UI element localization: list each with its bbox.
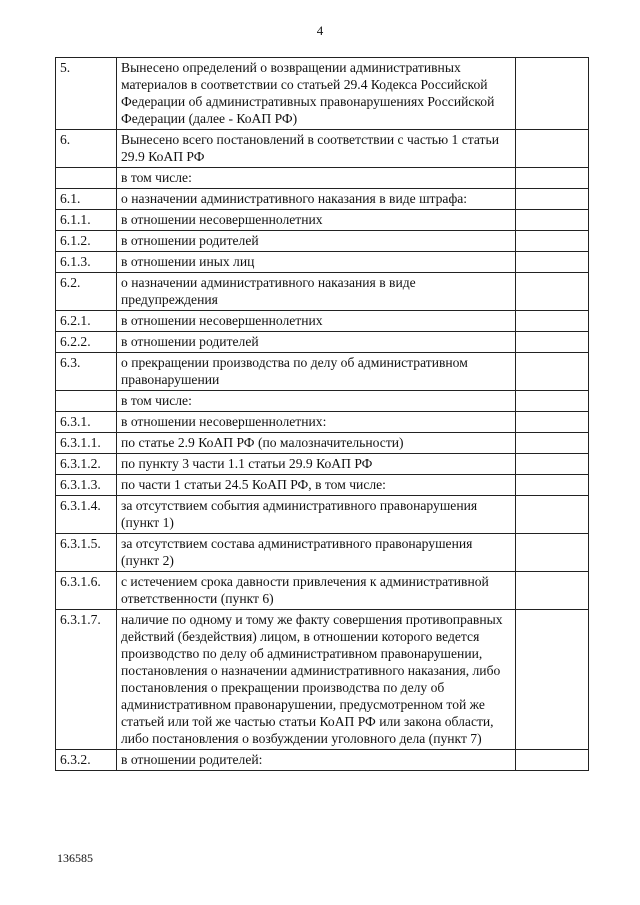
row-number: 6.2. — [56, 273, 117, 311]
row-description: за отсутствием события административного правонарушения (пункт 1) — [117, 496, 516, 534]
row-value-cell — [516, 496, 589, 534]
table-row — [56, 454, 589, 475]
row-value-cell — [516, 210, 589, 231]
row-description: в том числе: — [117, 391, 516, 412]
table-row — [56, 412, 589, 433]
row-number: 6.1. — [56, 189, 117, 210]
row-value-cell — [516, 189, 589, 210]
row-number: 6.2.1. — [56, 311, 117, 332]
row-value-cell — [516, 412, 589, 433]
row-number: 6.3.1.3. — [56, 475, 117, 496]
row-number: 6.3.2. — [56, 750, 117, 771]
row-value-cell — [516, 750, 589, 771]
row-description: по статье 2.9 КоАП РФ (по малозначительности) — [117, 433, 516, 454]
table-row — [56, 391, 589, 412]
row-number — [56, 391, 117, 412]
table-row — [56, 332, 589, 353]
row-number: 6.3. — [56, 353, 117, 391]
row-description: в отношении несовершеннолетних: — [117, 412, 516, 433]
row-value-cell — [516, 433, 589, 454]
row-value-cell — [516, 610, 589, 750]
row-value-cell — [516, 252, 589, 273]
row-description: Вынесено всего постановлений в соответствии с частью 1 статьи 29.9 КоАП РФ — [117, 130, 516, 168]
row-description: в отношении родителей — [117, 231, 516, 252]
row-description: по пункту 3 части 1.1 статьи 29.9 КоАП РФ — [117, 454, 516, 475]
row-value-cell — [516, 58, 589, 130]
row-value-cell — [516, 572, 589, 610]
report-table — [55, 57, 589, 771]
table-row — [56, 252, 589, 273]
row-number: 6.2.2. — [56, 332, 117, 353]
table-row — [56, 311, 589, 332]
row-value-cell — [516, 454, 589, 475]
row-number: 6.1.2. — [56, 231, 117, 252]
row-description: о назначении административного наказания в виде штрафа: — [117, 189, 516, 210]
document-code: 136585 — [57, 851, 93, 865]
row-description: наличие по одному и тому же факту совершения противоправных действий (бездействия) лицом, в отношении которого ведется производство по делу об административном правонарушении, постановления о назначении административного наказания, либо постановления о прекращении производства по делу об административном правонарушении, предусмотренном той же статьей или той же частью статьи КоАП РФ или закона области, либо постановления о возбуждении уголовного дела (пункт 7) — [117, 610, 516, 750]
table-row — [56, 750, 589, 771]
page-number: 4 — [316, 23, 324, 38]
table-row — [56, 496, 589, 534]
row-number: 6.3.1.7. — [56, 610, 117, 750]
row-value-cell — [516, 391, 589, 412]
table-row — [56, 189, 589, 210]
row-description: за отсутствием состава административного правонарушения (пункт 2) — [117, 534, 516, 572]
row-description: в отношении родителей: — [117, 750, 516, 771]
row-number: 6.1.1. — [56, 210, 117, 231]
row-description: о назначении административного наказания в виде предупреждения — [117, 273, 516, 311]
row-description: Вынесено определений о возвращении административных материалов в соответствии со статьей 29.4 Кодекса Российской Федерации об административных правонарушениях Российской Федерации (далее - КоАП РФ) — [117, 58, 516, 130]
row-number: 6.3.1.4. — [56, 496, 117, 534]
row-number: 6.3.1. — [56, 412, 117, 433]
row-description: в отношении родителей — [117, 332, 516, 353]
table-row — [56, 130, 589, 168]
table-row — [56, 572, 589, 610]
row-description: в том числе: — [117, 168, 516, 189]
table-row — [56, 168, 589, 189]
row-value-cell — [516, 130, 589, 168]
table-row — [56, 210, 589, 231]
table-row — [56, 610, 589, 750]
row-value-cell — [516, 534, 589, 572]
table-row — [56, 273, 589, 311]
row-number: 6. — [56, 130, 117, 168]
row-value-cell — [516, 353, 589, 391]
row-description: в отношении несовершеннолетних — [117, 311, 516, 332]
table-row — [56, 534, 589, 572]
row-value-cell — [516, 311, 589, 332]
table-row — [56, 475, 589, 496]
table-row — [56, 353, 589, 391]
table-row — [56, 433, 589, 454]
row-description: в отношении несовершеннолетних — [117, 210, 516, 231]
row-value-cell — [516, 332, 589, 353]
row-number: 6.3.1.2. — [56, 454, 117, 475]
row-value-cell — [516, 475, 589, 496]
row-number — [56, 168, 117, 189]
row-description: с истечением срока давности привлечения к административной ответственности (пункт 6) — [117, 572, 516, 610]
row-value-cell — [516, 168, 589, 189]
row-value-cell — [516, 231, 589, 252]
table-row — [56, 231, 589, 252]
row-number: 6.3.1.6. — [56, 572, 117, 610]
table-row — [56, 58, 589, 130]
row-description: о прекращении производства по делу об административном правонарушении — [117, 353, 516, 391]
row-number: 5. — [56, 58, 117, 130]
row-number: 6.1.3. — [56, 252, 117, 273]
row-description: по части 1 статьи 24.5 КоАП РФ, в том числе: — [117, 475, 516, 496]
row-value-cell — [516, 273, 589, 311]
row-description: в отношении иных лиц — [117, 252, 516, 273]
row-number: 6.3.1.1. — [56, 433, 117, 454]
row-number: 6.3.1.5. — [56, 534, 117, 572]
